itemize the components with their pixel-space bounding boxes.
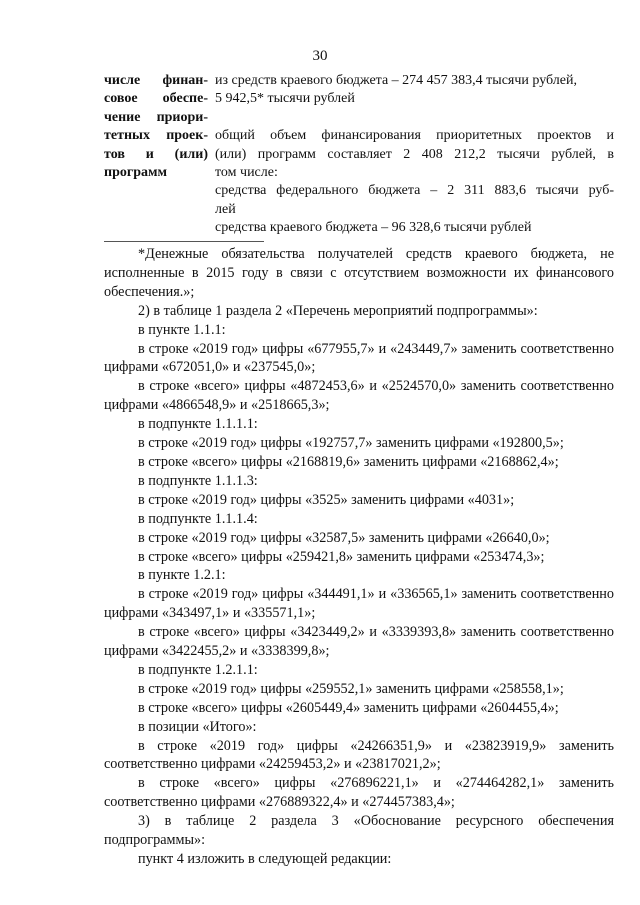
right-line: том числе:: [215, 165, 278, 181]
paragraph: в строке «2019 год» цифры «24266351,9» и «23823919,9» заменить соответственно цифрами «24259453,2» и «23817021,2»;: [104, 737, 614, 773]
paragraph: в строке «всего» цифры «3423449,2» и «3339393,8» заменить соответственно цифрами «3422455,2» и «3338399,8»;: [104, 624, 614, 660]
paragraph: пункт 4 изложить в следующей редакции:: [138, 851, 392, 867]
left-line: тетных проек-: [104, 128, 208, 144]
left-line: программ: [104, 165, 168, 181]
paragraph: 2) в таблице 1 раздела 2 «Перечень мероприятий подпрограммы»:: [138, 302, 538, 319]
funding-table: [104, 72, 614, 238]
paragraph: в позиции «Итого»:: [138, 718, 257, 735]
right-line: средства федерального бюджета – 2 311 883,6 тысячи руб-: [215, 183, 614, 199]
paragraph: в подпункте 1.1.1.1:: [138, 416, 258, 433]
paragraph: в строке «всего» цифры «4872453,6» и «2524570,0» заменить соответственно цифрами «4866548,9» и «2518665,3»;: [104, 378, 614, 414]
right-line: лей: [215, 201, 236, 217]
paragraph: в подпункте 1.1.1.4:: [138, 510, 258, 527]
paragraph: в строке «2019 год» цифры «259552,1» заменить цифрами «258558,1»;: [138, 680, 564, 697]
paragraph: в подпункте 1.1.1.3:: [138, 472, 258, 489]
paragraph: в строке «всего» цифры «2605449,4» заменить цифрами «2604455,4»;: [138, 699, 559, 716]
table-right-cell: [208, 72, 614, 238]
paragraph: в строке «всего» цифры «276896221,1» и «274464282,1» заменить соответственно цифрами «276889322,4» и «274457383,4»;: [104, 775, 614, 811]
left-line: тов и (или): [104, 146, 208, 162]
left-line: совое обеспе-: [104, 91, 208, 107]
right-line: из средств краевого бюджета – 274 457 383,4 тысячи рублей,: [215, 73, 577, 88]
paragraph: в строке «2019 год» цифры «677955,7» и «243449,7» заменить соответственно цифрами «672051,0» и «237545,0»;: [104, 340, 614, 376]
paragraph: в пункте 1.2.1:: [138, 567, 226, 584]
right-line: 5 942,5* тысячи рублей: [215, 91, 355, 107]
left-line: числе финан-: [104, 73, 208, 88]
page-number: 30: [312, 48, 328, 64]
right-line: общий объем финансирования приоритетных проектов и: [215, 128, 614, 144]
paragraph: в строке «2019 год» цифры «344491,1» и «336565,1» заменить соответственно цифрами «343497,1» и «335571,1»;: [104, 586, 614, 622]
right-line: [215, 109, 614, 127]
footnote-separator: [104, 241, 264, 242]
paragraph: в строке «2019 год» цифры «3525» заменить цифрами «4031»;: [138, 491, 515, 508]
left-line: чение приори-: [104, 109, 208, 125]
paragraph: в пункте 1.1.1:: [138, 321, 226, 338]
right-line: средства краевого бюджета – 96 328,6 тысячи рублей: [215, 220, 532, 236]
document-body: [104, 245, 614, 869]
paragraph: 3) в таблице 2 раздела 3 «Обоснование ресурсного обеспечения подпрограммы»:: [104, 813, 614, 849]
footnote: *Денежные обязательства получателей средств краевого бюджета, не исполненные в 2015 году в связи с отсутствием возможности их финансового обеспечения.»;: [104, 246, 614, 300]
paragraph: в строке «2019 год» цифры «192757,7» заменить цифрами «192800,5»;: [138, 435, 564, 452]
paragraph: в строке «2019 год» цифры «32587,5» заменить цифрами «26640,0»;: [138, 529, 550, 546]
paragraph: в строке «всего» цифры «2168819,6» заменить цифрами «2168862,4»;: [138, 453, 559, 470]
paragraph: в строке «всего» цифры «259421,8» заменить цифрами «253474,3»;: [138, 548, 545, 565]
paragraph: в подпункте 1.2.1.1:: [138, 661, 258, 678]
table-left-cell: [104, 72, 208, 238]
right-line: (или) программ составляет 2 408 212,2 тысячи рублей, в: [215, 146, 614, 162]
